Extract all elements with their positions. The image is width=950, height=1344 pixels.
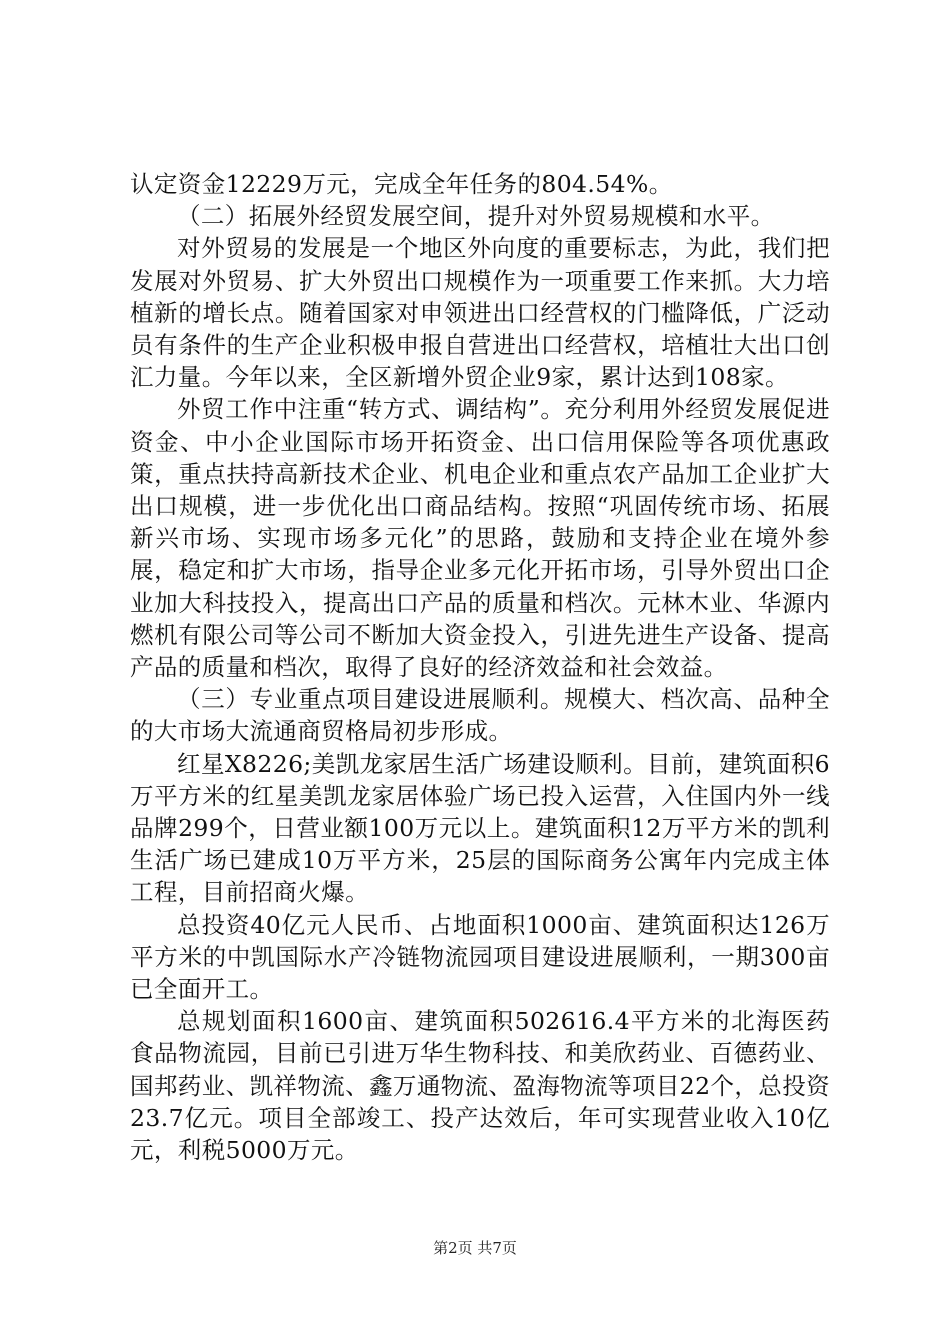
section-heading-2: （二）拓展外经贸发展空间，提升对外贸易规模和水平。 (177, 202, 775, 231)
page-footer: 第2页 共7页 (433, 1239, 517, 1257)
document-body (130, 168, 830, 1166)
paragraph-8: 总规划面积1600亩、建筑面积502616.4平方米的北海医药食品物流园，目前已引进万华生物科技、和美欣药业、百德药业、国邦药业、凯祥物流、鑫万通物流、盈海物流等项目22个，总投资23.7亿元。项目全部竣工、投产达效后，年可实现营业收入10亿元，利税5000万元。 (130, 1007, 830, 1165)
paragraph-3: 对外贸易的发展是一个地区外向度的重要标志，为此，我们把发展对外贸易、扩大外贸出口规模作为一项重要工作来抓。大力培植新的增长点。随着国家对申领进出口经营权的门槛降低，广泛动员有条件的生产企业积极申报自营进出口经营权，培植壮大出口创汇力量。今年以来，全区新增外贸企业9家，累计达到108家。 (130, 234, 830, 392)
section-heading-3: （三）专业重点项目建设进展顺利。规模大、档次高、品种全的大市场大流通商贸格局初步形成。 (130, 685, 830, 746)
paragraph-1: 认定资金12229万元，完成全年任务的804.54%。 (130, 170, 673, 198)
paragraph-7: 总投资40亿元人民币、占地面积1000亩、建筑面积达126万平方米的中凯国际水产冷链物流园项目建设进展顺利，一期300亩已全面开工。 (130, 910, 830, 1004)
paragraph-4: 外贸工作中注重“转方式、调结构”。充分利用外经贸发展促进资金、中小企业国际市场开拓资金、出口信用保险等各项优惠政策，重点扶持高新技术企业、机电企业和重点农产品加工企业扩大出口规模，进一步优化出口商品结构。按照“巩固传统市场、拓展新兴市场、实现市场多元化”的思路，鼓励和支持企业在境外参展，稳定和扩大市场，指导企业多元化开拓市场，引导外贸出口企业加大科技投入，提高出口产品的质量和档次。元林木业、华源内燃机有限公司等公司不断加大资金投入，引进先进生产设备、提高产品的质量和档次，取得了良好的经济效益和社会效益。 (130, 395, 830, 682)
paragraph-6: 红星X8226;美凯龙家居生活广场建设顺利。目前，建筑面积6万平方米的红星美凯龙家居体验广场已投入运营，入住国内外一线品牌299个，日营业额100万元以上。建筑面积12万平方米的凯利生活广场已建成10万平方米，25层的国际商务公寓年内完成主体工程，目前招商火爆。 (130, 749, 830, 907)
